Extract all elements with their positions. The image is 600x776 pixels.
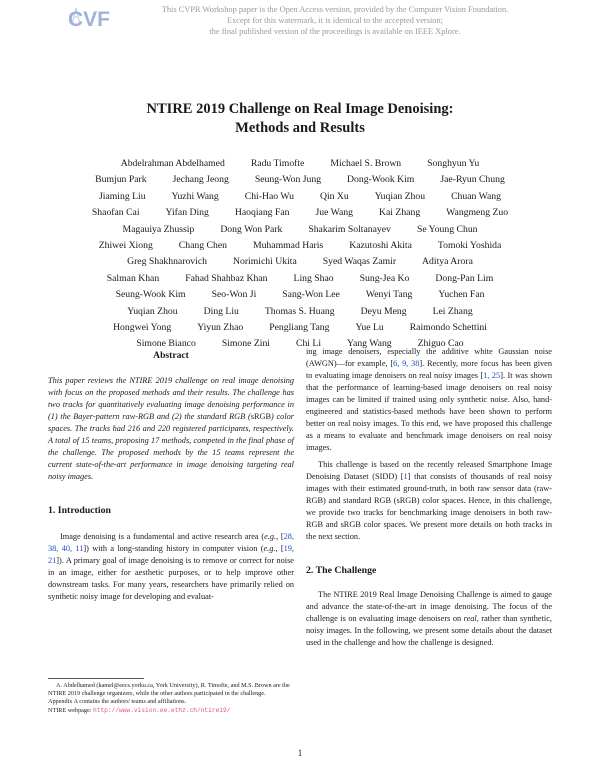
author-name: Chi Li (295, 338, 322, 350)
author-line (40, 222, 560, 238)
author-name: Yuzhi Wang (171, 190, 219, 202)
abstract-text (48, 375, 294, 483)
watermark-line: the final published version of the proceedings is available on IEEE Xplore. (209, 27, 461, 36)
title-line: Methods and Results (235, 120, 365, 136)
author-line (40, 320, 560, 336)
citation-link[interactable]: 28, 38, 40, 11 (48, 532, 294, 553)
author-line (40, 271, 560, 287)
author-name: Jiaming Liu (98, 190, 146, 202)
author-name: Simone Bianco (136, 338, 196, 350)
author-name: Zhiwei Xiong (98, 240, 153, 252)
text: ]. Recently, more focus has been given to evaluating image denoisers on real noisy images [ (306, 359, 553, 380)
challenge-paragraph (306, 589, 552, 649)
citation-link[interactable]: 6, 9, 38 (393, 359, 420, 368)
footnote-appendix: Appendix A contains the authors' teams and affiliations. (48, 698, 187, 706)
author-name: Chi-Hao Wu (244, 190, 294, 202)
cvf-logo (66, 4, 110, 30)
author-line (40, 238, 560, 254)
author-line (40, 172, 560, 188)
text: , [ (275, 544, 284, 553)
author-name: Syed Waqas Zamir (322, 256, 397, 268)
text: This challenge is based on the recently released Smartphone Image Denoising Dataset (SIDD) [ (306, 460, 552, 481)
author-name: Yiyun Zhao (197, 322, 244, 334)
author-name: Deyu Meng (360, 305, 407, 317)
author-name: Salman Khan (106, 272, 160, 284)
footnote-divider (48, 678, 144, 679)
author-name: Sang-Won Lee (282, 289, 340, 301)
author-name: Fahad Shahbaz Khan (185, 272, 268, 284)
author-name: Yuqian Zhou (374, 190, 426, 202)
author-name: Tomoki Yoshida (437, 240, 502, 252)
author-name: Sung-Jea Ko (359, 272, 410, 284)
footnote-organizers: A. Abdelhamed (kamel@eecs.yorku.ca, York University), R. Timofte, and M.S. Brown are the NTIRE 2019 challenge organizers, while the other authors participated in the challenge. (48, 682, 290, 698)
right-paragraph-2 (306, 459, 552, 543)
author-name: Hongwei Yong (113, 322, 172, 334)
text: NTIRE webpage: (48, 706, 94, 714)
right-column (306, 346, 552, 649)
author-name: Ling Shao (293, 272, 334, 284)
text: ]) with a long-standing history in computer vision ( (83, 544, 264, 553)
author-name: Radu Timofte (250, 158, 305, 169)
author-name: Yuchen Fan (438, 289, 485, 301)
author-name: Dong-Pan Lim (435, 272, 494, 284)
author-name: Zhiguo Cao (417, 338, 464, 350)
text: ]). A primary goal of image denoising is to remove or correct for noise in an image, either for aesthetic purposes, or to help improve other downstream tasks. For many years, researchers have primarily relied on synthetic noisy image for developing and evaluat- (48, 556, 294, 601)
citation-link[interactable]: 19, 21 (48, 544, 294, 565)
author-name: Greg Shakhnarovich (127, 256, 207, 268)
author-name: Shakarim Soltanayev (308, 223, 391, 235)
author-name: Kazutoshi Akita (349, 240, 412, 252)
abstract-heading: Abstract (153, 350, 189, 361)
abstract-part: ) color spaces. The tracks had 216 and 220 registered participants, respectively. A total of 15 teams, proposing 17 methods, competed in the final phase of the challenge. The proposed methods by the 15 teams represent the current state-of-the-art performance in image denoising targeting real noisy images. (48, 412, 295, 481)
author-name: Raimondo Schettini (409, 322, 487, 334)
author-name: Se Young Chun (416, 223, 478, 235)
text: e.g. (264, 532, 277, 541)
text: e.g. (263, 544, 276, 553)
author-name: Lei Zhang (432, 305, 473, 317)
author-name: Qin Xu (319, 190, 349, 202)
author-name: Ding Liu (203, 305, 239, 317)
cvf-logo-text: CVF (68, 8, 110, 30)
author-name: Norimichi Ukita (232, 256, 297, 268)
author-name: Jae-Ryun Chung (440, 174, 505, 186)
page-number: 1 (297, 748, 303, 758)
author-name: Magauiya Zhussip (122, 223, 195, 235)
author-name: Dong-Wook Kim (347, 174, 415, 186)
author-line (40, 205, 560, 221)
author-line (40, 287, 560, 303)
author-name: Yang Wang (347, 338, 392, 350)
text: ]. It was shown that the performance of learning-based image denoisers on real noisy images can be limited if trained using only synthetic noise. Also, hand-engineered and statistics-based methods have been shown to perform better on real noisy images. To this end, we have proposed this challenge as a means to evaluate and benchmark image denoisers on real noisy images. (306, 371, 553, 452)
author-name: Abdelrahman Abdelhamed (120, 158, 225, 169)
text: real (463, 614, 477, 623)
author-name: Seung-Won Jung (254, 174, 322, 186)
author-name: Kai Zhang (379, 207, 421, 219)
text: Image denoising is a fundamental and active research area ( (60, 532, 265, 541)
author-name: Wenyi Tang (365, 289, 413, 301)
author-name: Shaofan Cai (91, 207, 140, 219)
text: , [ (276, 532, 284, 541)
author-line (40, 254, 560, 270)
right-paragraph-1 (306, 346, 552, 454)
author-line (40, 156, 560, 172)
author-name: Songhyun Yu (427, 158, 480, 169)
watermark-line: Except for this watermark, it is identical to the accepted version; (226, 16, 444, 25)
citation-link[interactable]: 1, 25 (483, 371, 501, 380)
author-list (40, 156, 560, 353)
author-name: Yifan Ding (165, 207, 209, 219)
author-line (40, 304, 560, 320)
author-name: Thomas S. Huang (264, 305, 335, 317)
paper-title (0, 100, 600, 138)
author-name: Bumjun Park (95, 174, 147, 186)
author-name: Aditya Arora (422, 256, 473, 268)
author-line (40, 189, 560, 205)
author-name: Yue Lu (355, 322, 384, 334)
open-access-watermark (120, 4, 550, 37)
citation-link[interactable]: 1 (403, 472, 408, 481)
author-name: Seo-Won Ji (211, 289, 257, 301)
author-name: Seung-Wook Kim (115, 289, 186, 301)
footnote-webpage (48, 707, 294, 715)
author-name: Simone Zini (221, 338, 270, 350)
abstract-srgb: sRGB (250, 412, 272, 421)
author-name: Jue Wang (315, 207, 353, 219)
author-name: Jechang Jeong (172, 174, 229, 186)
section-heading-challenge: 2. The Challenge (306, 565, 377, 576)
watermark-line: This CVPR Workshop paper is the Open Access version, provided by the Computer Vision Foundation. (161, 5, 509, 14)
footnotes (48, 682, 294, 715)
author-name: Dong Won Park (220, 223, 283, 235)
text: , rather than synthetic, noisy images. In the following, we present some details about the dataset used in the challenge and how the challenge is designed. (306, 614, 552, 647)
title-line: NTIRE 2019 Challenge on Real Image Denoising: (146, 101, 454, 117)
author-name: Haoqiang Fan (234, 207, 290, 219)
text: ] that consists of thousands of real noisy images with their estimated ground-truth, in both raw sensor data (raw-RGB) and standard RGB (sRGB) color spaces. Hence, in this challenge, we provide two tracks for benchmarking image denoisers in both raw-RGB and sRGB color spaces. We present more details on both tracks in the next section. (306, 472, 552, 541)
author-name: Pengliang Tang (269, 322, 330, 334)
text: ing image denoisers, especially the additive white Gaussian noise (AWGN)—for example, [ (306, 347, 552, 368)
abstract-part: This paper reviews the NTIRE 2019 challenge on real image denoising with focus on the proposed methods and their results. The challenge has two tracks for quantitatively evaluating image denoising performance in (1) the Bayer-pattern raw-RGB and (2) the standard RGB ( (48, 376, 294, 421)
author-name: Muhammad Haris (252, 240, 324, 252)
introduction-paragraph (48, 531, 294, 603)
section-heading-introduction: 1. Introduction (48, 505, 111, 516)
author-name: Yuqian Zhou (127, 305, 178, 317)
author-name: Chuan Wang (451, 190, 501, 202)
author-name: Wangmeng Zuo (446, 207, 509, 219)
left-column (48, 350, 294, 603)
author-name: Chang Chen (178, 240, 227, 252)
text: The NTIRE 2019 Real Image Denoising Challenge is aimed to gauge and advance the state-of-the-art in image denoising. The focus of the challenge is on evaluating image denoisers on (306, 590, 552, 623)
ntire-webpage-link[interactable]: http://www.vision.ee.ethz.ch/ntire19/ (93, 706, 231, 714)
author-name: Michael S. Brown (330, 158, 402, 169)
